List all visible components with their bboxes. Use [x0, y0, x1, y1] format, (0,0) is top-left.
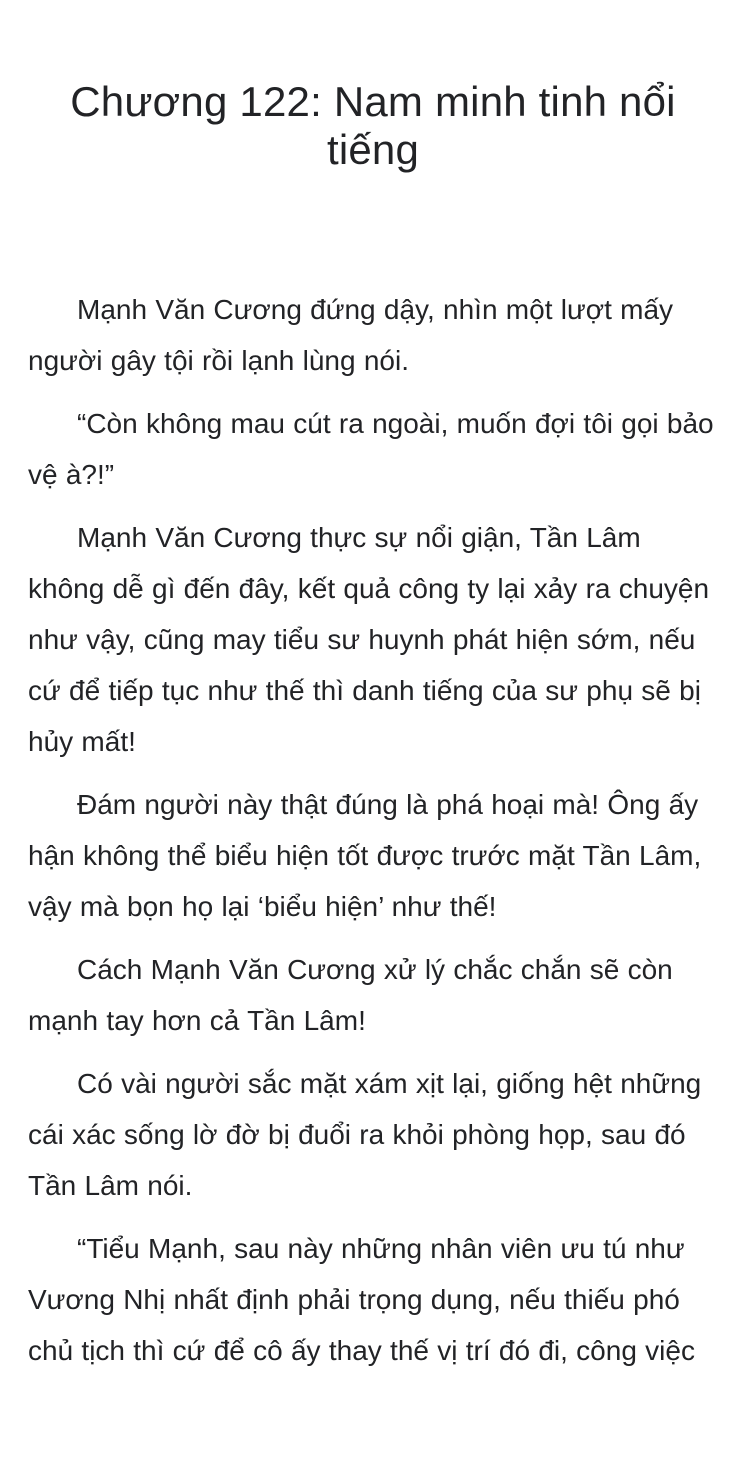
- reader-page: [0, 78, 745, 1478]
- paragraph: Có vài người sắc mặt xám xịt lại, giống hệt những cái xác sống lờ đờ bị đuổi ra khỏi phòng họp, sau đó Tần Lâm nói.: [28, 1068, 702, 1201]
- chapter-content: [28, 284, 718, 1376]
- paragraph: “Tiểu Mạnh, sau này những nhân viên ưu tú như Vương Nhị nhất định phải trọng dụng, nếu thiếu phó chủ tịch thì cứ để cô ấy thay thế vị trí đó đi, công việc: [28, 1233, 695, 1366]
- paragraph: Đám người này thật đúng là phá hoại mà! Ông ấy hận không thể biểu hiện tốt được trước mặt Tần Lâm, vậy mà bọn họ lại ‘biểu hiện’ như thế!: [28, 789, 702, 922]
- paragraph: Mạnh Văn Cương thực sự nổi giận, Tần Lâm không dễ gì đến đây, kết quả công ty lại xảy ra chuyện như vậy, cũng may tiểu sư huynh phát hiện sớm, nếu cứ để tiếp tục như thế thì danh tiếng của sư phụ sẽ bị hủy mất!: [28, 522, 710, 757]
- paragraph: Cách Mạnh Văn Cương xử lý chắc chắn sẽ còn mạnh tay hơn cả Tần Lâm!: [28, 954, 673, 1036]
- paragraph: Mạnh Văn Cương đứng dậy, nhìn một lượt mấy người gây tội rồi lạnh lùng nói.: [28, 294, 674, 376]
- chapter-title: Chương 122: Nam minh tinh nổi tiếng: [70, 78, 676, 173]
- paragraph: “Còn không mau cút ra ngoài, muốn đợi tôi gọi bảo vệ à?!”: [28, 408, 714, 490]
